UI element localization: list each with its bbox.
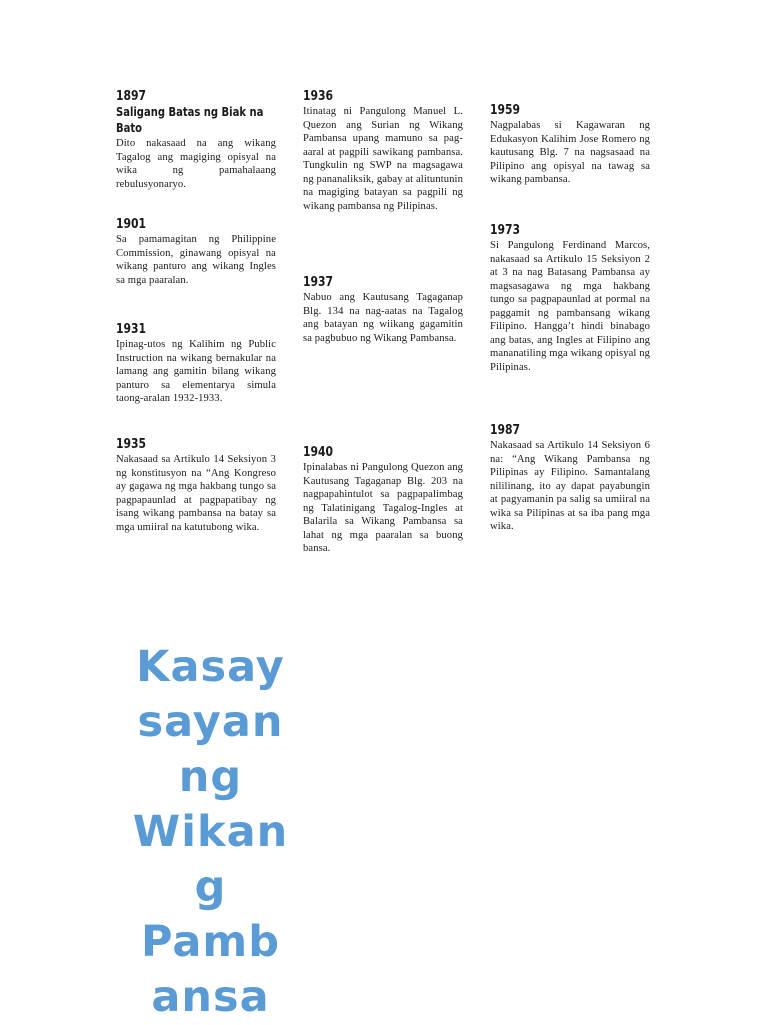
entry-text: Itinatag ni Pangulong Manuel L. Quezon ang Surian ng Wikang Pambansa upang mamuno sa pag-aaral at pagpili sawikang pambansa. Tungkulin ng SWP na magsagawa ng pananaliksik, gabay at alituntunin na magiging batayan sa pagpili ng wikang pambansa ng Pilipinas. [303,106,463,212]
timeline-entry-1959 [490,102,650,222]
entry-text: Si Pangulong Ferdinand Marcos, nakasaad sa Artikulo 15 Seksiyon 2 at 3 na nag Batasang Pambansa ay magsasagawa ng mga hakbang tungo sa pagpapaunlad at pormal na paggamit ng pambansang wikang Filipino. Hangga’t hindi binabago ang batas, ang Ingles at Filipino ang mananatiling mga wikang opisyal ng Pilipinas. [490,240,650,373]
timeline-entry-1940 [303,444,463,556]
title-line: Wikan [132,807,289,857]
entry-year: 1936 [303,88,334,104]
entry-text: Nabuo ang Kautusang Tagaganap Blg. 134 na nag-aatas na Tagalog ang batayan ng wiikang gagamitin sa pagbubuo ng Wikang Pambansa. [303,292,463,344]
title-line: ng [178,752,243,802]
timeline-entry-1897 [116,88,276,216]
timeline-entry-1901 [116,216,276,321]
entry-year: 1931 [116,321,147,337]
entry-year: 1973 [490,222,521,238]
title-line: g [194,862,227,912]
entry-year: 1987 [490,422,521,438]
entry-text: Ipinalabas ni Pangulong Quezon ang Kautusang Tagaganap Blg. 203 na nagpapahintulot sa pagpapalimbag ng Talatinigang Tagalog-Ingles at Balarila sa Wikang Pambansa sa lahat ng mga paaralan sa buong bansa. [303,462,463,554]
timeline-entry-1987 [490,422,650,534]
timeline-entry-1936 [303,88,463,274]
title-line: ansa [151,972,270,1022]
entry-text: Nagpalabas si Kagawaran ng Edukasyon Kalihim Jose Romero ng kautusang Blg. 7 na nagsasaad na Pilipino ang opisyal na tawag sa wikang pambansa. [490,120,650,185]
entry-text: Nakasaad sa Artikulo 14 Seksiyon 3 ng konstitusyon na “Ang Kongreso ay gagawa ng mga hakbang tungo sa pagpapaunlad at pagpapatibay ng isang wikang pambansa na batay sa mga umiiral na katutubong wika. [116,454,276,533]
title-line: Kasay [136,642,285,692]
entry-year: 1937 [303,274,334,290]
entry-year: 1901 [116,216,147,232]
timeline-entry-1935 [116,436,276,534]
timeline-column-3 [490,102,650,534]
timeline-entry-1937 [303,274,463,444]
entry-year: 1959 [490,102,521,118]
entry-text: Dito nakasaad na ang wikang Tagalog ang magiging opisyal na wika ng pamahalaang rebulusyonaryo. [116,138,276,190]
timeline-entry-1931 [116,321,276,436]
timeline-column-2 [303,88,463,556]
entry-text: Nakasaad sa Artikulo 14 Seksiyon 6 na: “Ang Wikang Pambansa ng Pilipinas ay Filipino. Samantalang nililinang, ito ay dapat payabungin at pagyamanin pa salig sa umiiral na wika sa Pilipinas at sa iba pang mga wika. [490,440,650,532]
entry-text: Sa pamamagitan ng Philippine Commission, ginawang opisyal na wikang panturo ang wikang Ingles sa mga paaralan. [116,234,276,286]
title-line: Pamb [141,917,280,967]
entry-year: 1897 [116,88,147,104]
timeline-column-1 [116,88,276,534]
entry-heading: Saligang Batas ng Biak na Bato [116,104,264,135]
entry-text: Ipinag-utos ng Kalihim ng Public Instruction na wikang bernakular na lamang ang gamitin bilang wikang panturo sa elementarya simula taong-aralan 1932-1933. [116,339,276,404]
entry-year: 1935 [116,436,147,452]
timeline-entry-1973 [490,222,650,422]
page-title [118,640,303,1025]
title-line: sayan [137,697,284,747]
entry-year: 1940 [303,444,334,460]
